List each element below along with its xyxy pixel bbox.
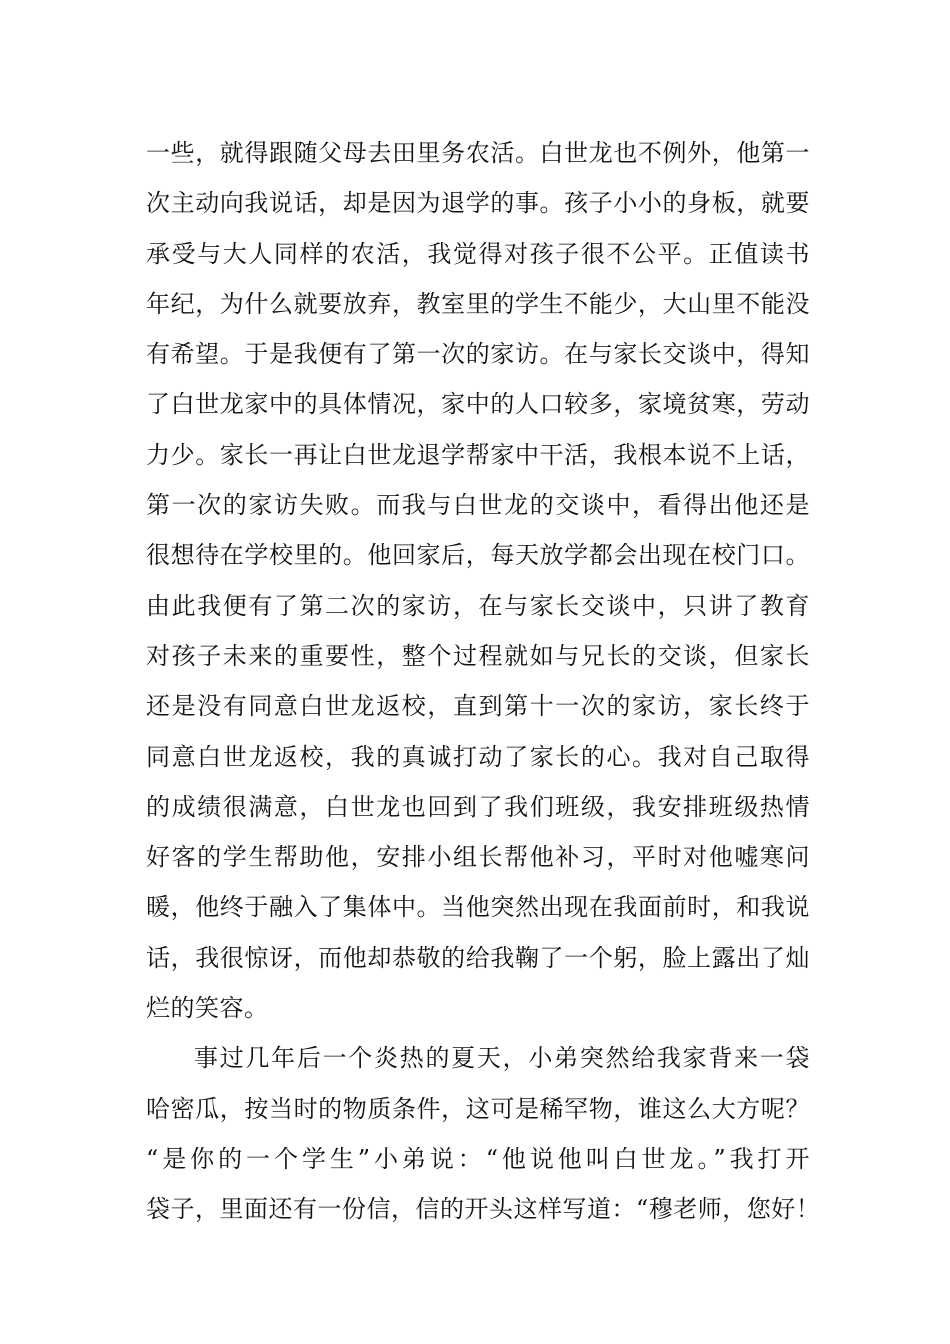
text-line: 力少。家长一再让白世龙退学帮家中干活，我根本说不上话， xyxy=(146,440,810,469)
text-line: 哈密瓜，按当时的物质条件，这可是稀罕物，谁这么大方呢？ xyxy=(146,1094,810,1123)
body-text xyxy=(146,128,821,1235)
text-line-paragraph-end: 烂的笑容。 xyxy=(146,994,269,1023)
text-line: 由此我便有了第二次的家访，在与家长交谈中，只讲了教育 xyxy=(146,591,810,620)
text-line: 袋子，里面还有一份信，信的开头这样写道：“穆老师，您好！ xyxy=(146,1195,821,1224)
text-line: 了白世龙家中的具体情况，家中的人口较多，家境贫寒，劳动 xyxy=(146,390,810,419)
text-line-paragraph-start: 事过几年后一个炎热的夏天，小弟突然给我家背来一袋 xyxy=(194,1044,810,1073)
text-line: 暖，他终于融入了集体中。当他突然出现在我面前时，和我说 xyxy=(146,893,810,922)
text-line: 的成绩很满意，白世龙也回到了我们班级，我安排班级热情 xyxy=(146,792,810,821)
text-line: 还是没有同意白世龙返校，直到第十一次的家访，家长终于 xyxy=(146,692,810,721)
text-line: 好客的学生帮助他，安排小组长帮他补习，平时对他嘘寒问 xyxy=(146,843,810,872)
text-line: 话，我很惊讶，而他却恭敬的给我鞠了一个躬，脸上露出了灿 xyxy=(146,943,810,972)
text-line: 第一次的家访失败。而我与白世龙的交谈中，看得出他还是 xyxy=(146,491,810,520)
text-line: 有希望。于是我便有了第一次的家访。在与家长交谈中，得知 xyxy=(146,340,810,369)
text-line: 一些，就得跟随父母去田里务农活。白世龙也不例外，他第一 xyxy=(146,139,810,167)
text-line: 次主动向我说话，却是因为退学的事。孩子小小的身板，就要 xyxy=(146,189,810,218)
text-line: 很想待在学校里的。他回家后，每天放学都会出现在校门口。 xyxy=(146,541,810,570)
text-line: 承受与大人同样的农活，我觉得对孩子很不公平。正值读书 xyxy=(146,239,810,268)
text-line: 对孩子未来的重要性，整个过程就如与兄长的交谈，但家长 xyxy=(146,641,810,670)
text-line: 同意白世龙返校，我的真诚打动了家长的心。我对自己取得 xyxy=(146,742,810,771)
text-line: 年纪，为什么就要放弃，教室里的学生不能少，大山里不能没 xyxy=(146,289,810,318)
text-line: “是你的一个学生”小弟说：“他说他叫白世龙。”我打开 xyxy=(146,1144,810,1173)
